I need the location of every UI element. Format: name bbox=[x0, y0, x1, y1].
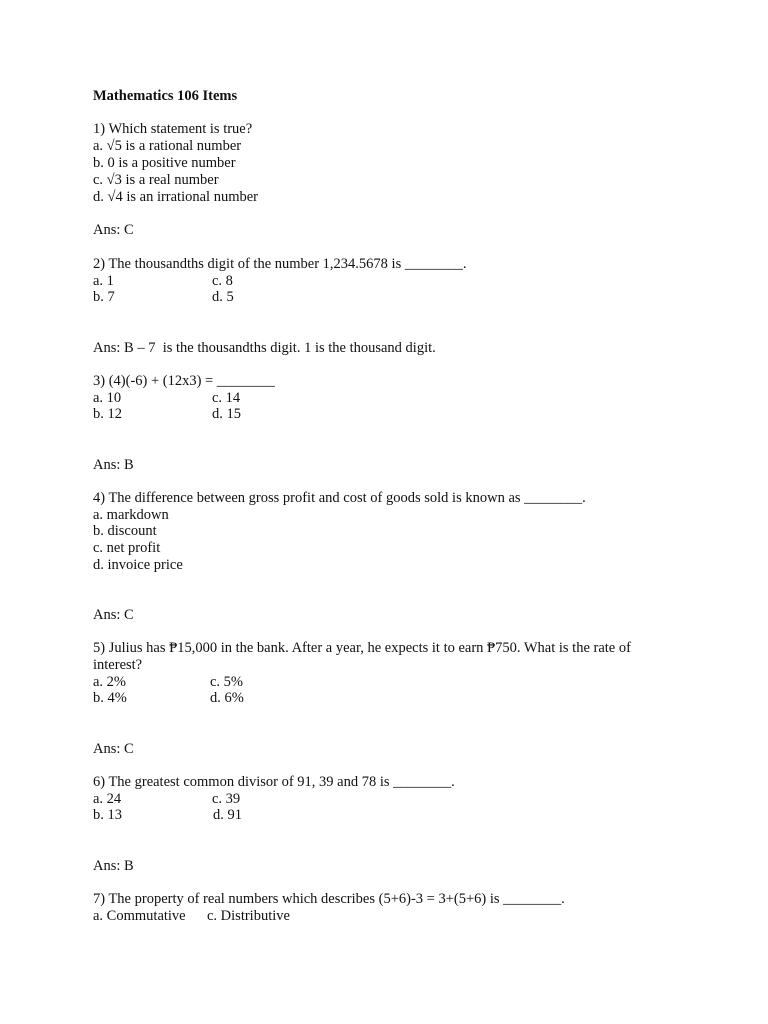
q4-option-d: d. invoice price bbox=[93, 557, 183, 573]
q4-question: 4) The difference between gross profit and cost of goods sold is known as ________. bbox=[93, 490, 586, 506]
q7-question: 7) The property of real numbers which describes (5+6)-3 = 3+(5+6) is ________. bbox=[93, 891, 565, 907]
q1-answer: Ans: C bbox=[93, 222, 134, 238]
q3-question: 3) (4)(-6) + (12x3) = ________ bbox=[93, 373, 275, 389]
q6-option-d: d. 91 bbox=[213, 807, 242, 823]
q4-answer: Ans: C bbox=[93, 607, 134, 623]
q6-question: 6) The greatest common divisor of 91, 39 and 78 is ________. bbox=[93, 774, 455, 790]
q5-option-a: a. 2% bbox=[93, 674, 127, 690]
q5-option-c: c. 5% bbox=[210, 674, 244, 690]
q5-option-b: b. 4% bbox=[93, 690, 127, 706]
q4-option-c: c. net profit bbox=[93, 540, 161, 556]
q5-question-line2: interest? bbox=[93, 657, 143, 673]
q3-answer: Ans: B bbox=[93, 457, 134, 473]
q2-option-c: c. 8 bbox=[212, 273, 233, 289]
q6-option-a: a. 24 bbox=[93, 791, 122, 807]
q5-option-d: d. 6% bbox=[210, 690, 244, 706]
q5-question-line1: 5) Julius has ₱15,000 in the bank. After a year, he expects it to earn ₱750. What is the rate of bbox=[93, 640, 631, 656]
q1-option-b: b. 0 is a positive number bbox=[93, 155, 236, 171]
q2-option-a: a. 1 bbox=[93, 273, 114, 289]
q3-option-a: a. 10 bbox=[93, 390, 122, 406]
q5-answer: Ans: C bbox=[93, 741, 134, 757]
document-title: Mathematics 106 Items bbox=[93, 88, 238, 104]
q1-option-d: d. √4 is an irrational number bbox=[93, 189, 259, 205]
q2-option-d: d. 5 bbox=[212, 289, 234, 305]
q7-option-a: a. Commutative bbox=[93, 908, 186, 924]
q3-option-c: c. 14 bbox=[212, 390, 241, 406]
q2-option-b: b. 7 bbox=[93, 289, 115, 305]
q6-answer: Ans: B bbox=[93, 858, 134, 874]
q1-question: 1) Which statement is true? bbox=[93, 121, 253, 137]
q1-option-c: c. √3 is a real number bbox=[93, 172, 219, 188]
q4-option-b: b. discount bbox=[93, 523, 157, 539]
q1-option-a: a. √5 is a rational number bbox=[93, 138, 242, 154]
q2-answer: Ans: B – 7 is the thousandths digit. 1 is the thousand digit. bbox=[93, 340, 436, 356]
q3-option-b: b. 12 bbox=[93, 406, 122, 422]
q3-option-d: d. 15 bbox=[212, 406, 241, 422]
q4-option-a: a. markdown bbox=[93, 507, 169, 523]
q6-option-c: c. 39 bbox=[212, 791, 241, 807]
q6-option-b: b. 13 bbox=[93, 807, 122, 823]
q7-option-c: c. Distributive bbox=[207, 908, 290, 924]
q2-question: 2) The thousandths digit of the number 1,234.5678 is ________. bbox=[93, 256, 467, 272]
